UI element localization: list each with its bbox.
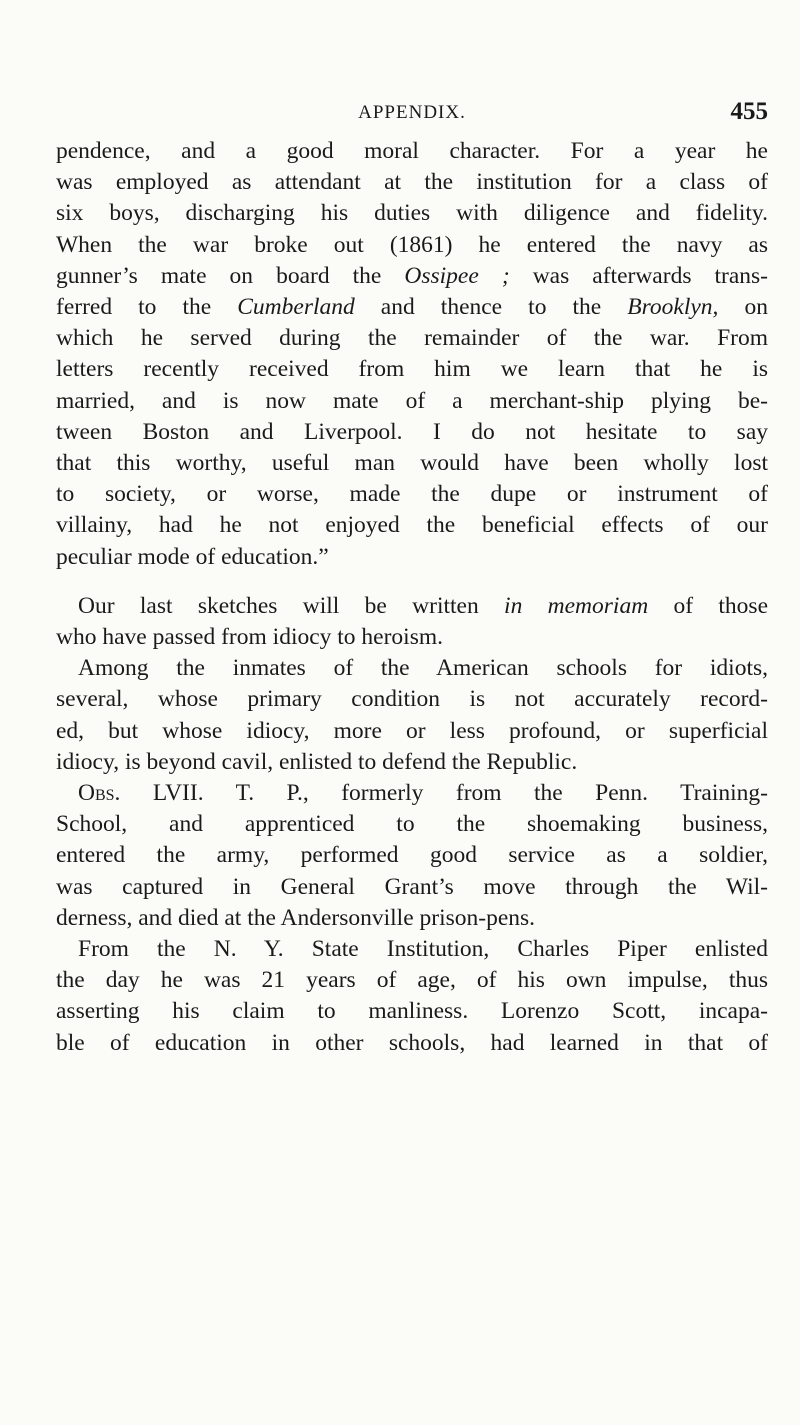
- paragraph: [56, 136, 768, 573]
- text-line: villainy, had he not enjoyed the beneficial effects of our: [56, 512, 768, 539]
- text-line: asserting his claim to manliness. Lorenzo Scott, incapa-: [56, 998, 768, 1025]
- text-line: the day he was 21 years of age, of his own impulse, thus: [56, 967, 768, 994]
- text-line: gunner’s mate on board the Ossipee ; was afterwards trans-: [56, 262, 769, 289]
- text-line: idiocy, is beyond cavil, enlisted to defend the Republic.: [56, 748, 578, 775]
- text-line: pendence, and a good moral character. For a year he: [56, 138, 768, 164]
- text-line: ble of education in other schools, had learned in that of: [56, 1029, 768, 1056]
- text-line: When the war broke out (1861) he entered the navy as: [56, 231, 768, 258]
- paragraph: [56, 778, 768, 934]
- text-line: six boys, discharging his duties with diligence and fidelity.: [56, 200, 768, 227]
- text-line: letters recently received from him we learn that he is: [56, 356, 768, 383]
- book-page: [56, 100, 768, 1059]
- text-line: several, whose primary condition is not accurately record-: [56, 686, 768, 713]
- text-line: School, and apprenticed to the shoemaking business,: [56, 811, 768, 838]
- text-line: Among the inmates of the American schools for idiots,: [78, 655, 768, 682]
- obs-label: Obs.: [78, 780, 121, 807]
- paragraph: [56, 934, 768, 1059]
- paragraph: [56, 591, 768, 653]
- ship-name: Brooklyn,: [627, 294, 719, 321]
- text-line: was employed as attendant at the institution for a class of: [56, 169, 768, 196]
- text-line: married, and is now mate of a merchant-ship plying be-: [56, 387, 768, 414]
- text-line: which he served during the remainder of the war. From: [56, 325, 768, 352]
- text-line: tween Boston and Liverpool. I do not hesitate to say: [56, 418, 768, 445]
- ship-name: Ossipee ;: [404, 262, 510, 289]
- text-line: was captured in General Grant’s move through the Wil-: [56, 873, 768, 900]
- text-line: that this worthy, useful man would have been wholly lost: [56, 450, 768, 477]
- running-head: [56, 100, 768, 136]
- body-text: [56, 136, 768, 1059]
- text-line: to society, or worse, made the dupe or instrument of: [56, 481, 768, 508]
- text-line: peculiar mode of education.”: [56, 543, 329, 570]
- text-line: who have passed from idiocy to heroism.: [56, 624, 444, 651]
- paragraph: [56, 653, 768, 778]
- text-line: Our last sketches will be written in memoriam of those: [78, 592, 768, 619]
- text-line: entered the army, performed good service as a soldier,: [56, 842, 768, 869]
- latin-phrase: in memoriam: [504, 592, 649, 619]
- ship-name: Cumberland: [237, 294, 355, 321]
- text-line: derness, and died at the Andersonville prison-pens.: [56, 904, 536, 931]
- page-number: 455: [730, 98, 768, 125]
- text-line: From the N. Y. State Institution, Charles Piper enlisted: [78, 936, 768, 963]
- text-line: ferred to the Cumberland and thence to the Brooklyn, on: [56, 294, 768, 321]
- text-line: ed, but whose idiocy, more or less profound, or superficial: [56, 717, 768, 744]
- running-title: APPENDIX.: [358, 102, 466, 123]
- text-line: Obs. LVII. T. P., formerly from the Penn. Training-: [78, 780, 768, 807]
